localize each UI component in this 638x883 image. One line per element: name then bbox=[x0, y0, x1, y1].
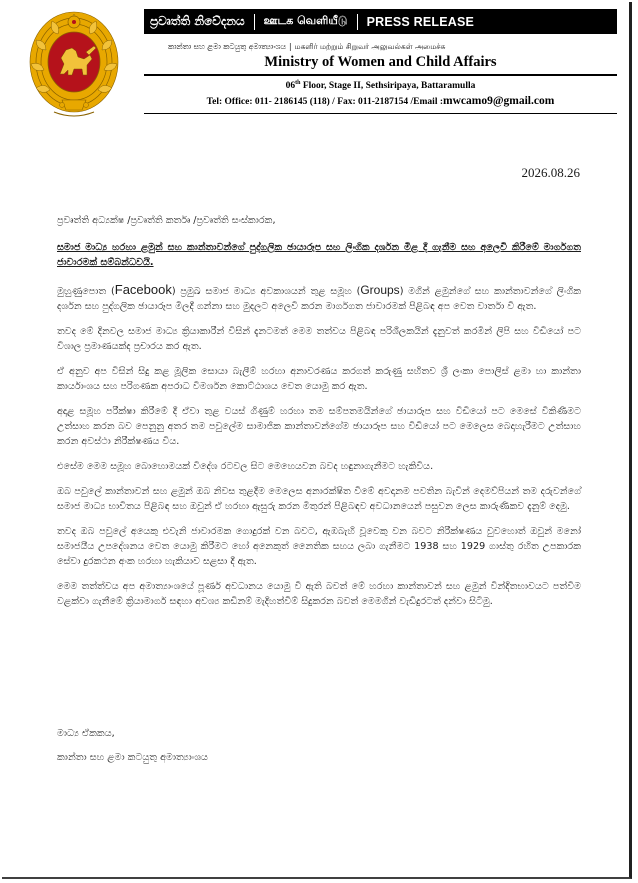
release-date: 2026.08.26 bbox=[521, 165, 580, 180]
sri-lanka-state-emblem-icon bbox=[24, 8, 124, 120]
groups-mention: Groups bbox=[360, 283, 400, 297]
banner-english: PRESS RELEASE bbox=[366, 14, 475, 29]
banner-tamil: ஊடக வெளியீடு bbox=[263, 14, 348, 27]
ministry-address bbox=[144, 80, 617, 91]
paragraph-1 bbox=[57, 282, 581, 314]
paragraph-1-text-a: මුහුණුපොත ( bbox=[57, 286, 115, 297]
paragraph-2: තවද මේ දිනවල සමාජ මාධ්‍ය ක්‍රියාකාරීන් විසින් දැනටමත් මෙම තත්වය පිළිබඳ පරිශීලකයින් දැනුවත් කරමින් ලිපි සහ විඩියෝ පට විශාල ප්‍රමාණයක්ද ප්‍රචාරය කර ඇත. bbox=[57, 326, 581, 352]
contact-phone-fax: Tel: Office: 011- 2186145 (118) / Fax: 011-2187154 /Email : bbox=[206, 97, 444, 107]
banner-separator bbox=[357, 14, 358, 30]
contact-email[interactable]: mwcamo9@gmail.com bbox=[443, 95, 555, 107]
address-text: Floor, Stage II, Sethsiripaya, Battaramulla bbox=[300, 81, 476, 92]
subtitle-sinhala: කාන්තා සහ ළමා කටයුතු අමාත්‍යාංශය bbox=[168, 42, 287, 51]
press-release-banner bbox=[144, 9, 617, 34]
header-divider bbox=[144, 74, 617, 76]
signoff-unit: මාධ්‍ය ඒකකය, bbox=[57, 728, 115, 739]
signoff-ministry: කාන්තා සහ ළමා කටයුතු අමාත්‍යාංශය bbox=[57, 752, 208, 763]
banner-separator bbox=[254, 14, 255, 30]
release-body bbox=[57, 213, 581, 619]
paragraph-7: තවද ඔබ පවුලේ අයෙකු එවැනි ජාවාරමක ගොදුරක් වන බවට, ඇඹබැහි වූවෙකු වන බවට නිරීක්ෂණය වුවහොත් ඔවුන් මනෝ සමාජයීය උපදේශනය වෙත යොමු කිරීමට හෝ අනෙකුත් නෛතික සහය ලබා ගැනීමට 1938 සහ 1929 ගාස්තු රහිත උපකාරක සේවා දුරකථන අංක හරහා හැකියාව සළසා දී ඇත. bbox=[57, 526, 581, 567]
paragraph-5: එසේම මෙම සමූහ බොහොමයක් විදේශ රටවල සිට මෙහෙයවන බවද හඳුනාගැනීමට හැකිවිය. bbox=[57, 461, 434, 472]
ministry-subtitle: කාන්තා සහ ළමා කටයුතු අමාත්‍යාංශය | மகளிர் மற்றும் சிறுவர் அலுவல்கள் அமைச்சு bbox=[168, 42, 446, 51]
header-divider-bottom bbox=[144, 113, 617, 114]
facebook-mention: Facebook bbox=[114, 282, 172, 297]
banner-sinhala: ප්‍රවෘත්ති නිවේදනය bbox=[150, 14, 245, 28]
paragraph-3: ඒ අනුව අප විසින් සිදු කළ මූලික සොයා බැලීම් හරහා අනාවරණය කරගත් කරුණු සහිතව ශ්‍රී ලංකා පොලිස් ළමා හා කාන්තා කාර්යාංශය සහ පරිගණක අපරාධ විමර්ශන කොට්ඨාශය වෙත යොමු කර ඇත. bbox=[57, 366, 581, 392]
address-number: 06 bbox=[285, 81, 296, 92]
paragraph-1-text-b: ) ප්‍රමුඛ සමාජ මාධ්‍ය අවකාශයන් තුළ සමූහ ( bbox=[171, 286, 361, 297]
paragraph-1-text-c: ) මගින් ළමුන්ගේ සහ කාන්තාවන්ගේ ලිංගික දර්ශන සහ පුද්ගලික ඡායාරූප මිලදී ගන්නා සහ මුදලට අලෙවි කරන මාර්ගගත ජාවාරමක් පිළිබඳ අප වෙත වාර්තා වී ඇත. bbox=[57, 286, 581, 312]
release-heading: සමාජ මාධ්‍ය හරහා ළමුන් සහ කාන්තාවන්ගේ පුද්ගලික ඡායාරූප සහ ලිංගික දර්ශන මිළ දී ගැනීම සහ අලෙවි කිරීමේ මාර්ගගත ජාවාරමක් සම්බන්ධවයි. bbox=[57, 242, 581, 268]
paragraph-8: මෙම තත්ත්වය අප අමාත්‍යාංශයේ පූර්ණ අවධානය යොමු වී ඇති බවත් මේ හරහා කාන්තාවන් සහ ළමුන් වින්දිතභාවයට පත්වීම වළක්වා ගැනීමේ ක්‍රියාමාර්ග සඳහා අවශ්‍ය කඩිනම් මැදිහත්වීම් සිදුකරන බවත් මෙමගින් වැඩිදුරටත් දන්වා සිටිමු. bbox=[57, 581, 581, 607]
ministry-name: Ministry of Women and Child Affairs bbox=[264, 54, 497, 70]
salutation: ප්‍රවෘත්ති අධ්‍යක්ෂ /ප්‍රවෘත්ති කර්තෘ /ප්‍රවෘත්ති සංස්කාරක, bbox=[57, 215, 276, 226]
ministry-contacts bbox=[144, 95, 617, 107]
signoff bbox=[57, 722, 208, 770]
paragraph-4: අදාළ සමූහ පරීක්ෂා කිරීමේ දී ඒවා තුළ වයස් ගිණුම් හරහා තම සම්පතමයින්ගේ ඡායාරූප සහ විඩියෝ පට මෙසේ විකිණීමට උත්සාහ කරන බව පෙනුනු අතර තම පවුලේම සාමාජික කාන්තාවන්ගේම ඡායාරූප සහ විඩියෝ පට මෙලෙස බෙදාහැරීමට උත්සාහ කරන අවස්ථා නිරීක්ෂණය විය. bbox=[57, 406, 581, 447]
subtitle-tamil: மகளிர் மற்றும் சிறுவர் அலுவல்கள் அமைச்சு bbox=[294, 42, 446, 51]
paragraph-6: ඔබ පවුලේ කාන්තාවන් සහ ළමුන් ඔබ නිවස තුළදීම මෙලෙස අනාරක්ෂිත වීමේ අවදානම පවතින බැවින් දෙමව්පියන් තම දරුවන්ගේ සමාජ මාධ්‍ය භාවිතය පිළිබඳ සහ ඔවුන් ඒ හරහා ඇසුරු කරන මිතුරන් පිළිබඳව අවධානයෙන් පසුවන ලෙස කාරුණිකව දැනුම් දෙමු. bbox=[57, 486, 581, 512]
address-suffix: th bbox=[295, 80, 301, 86]
